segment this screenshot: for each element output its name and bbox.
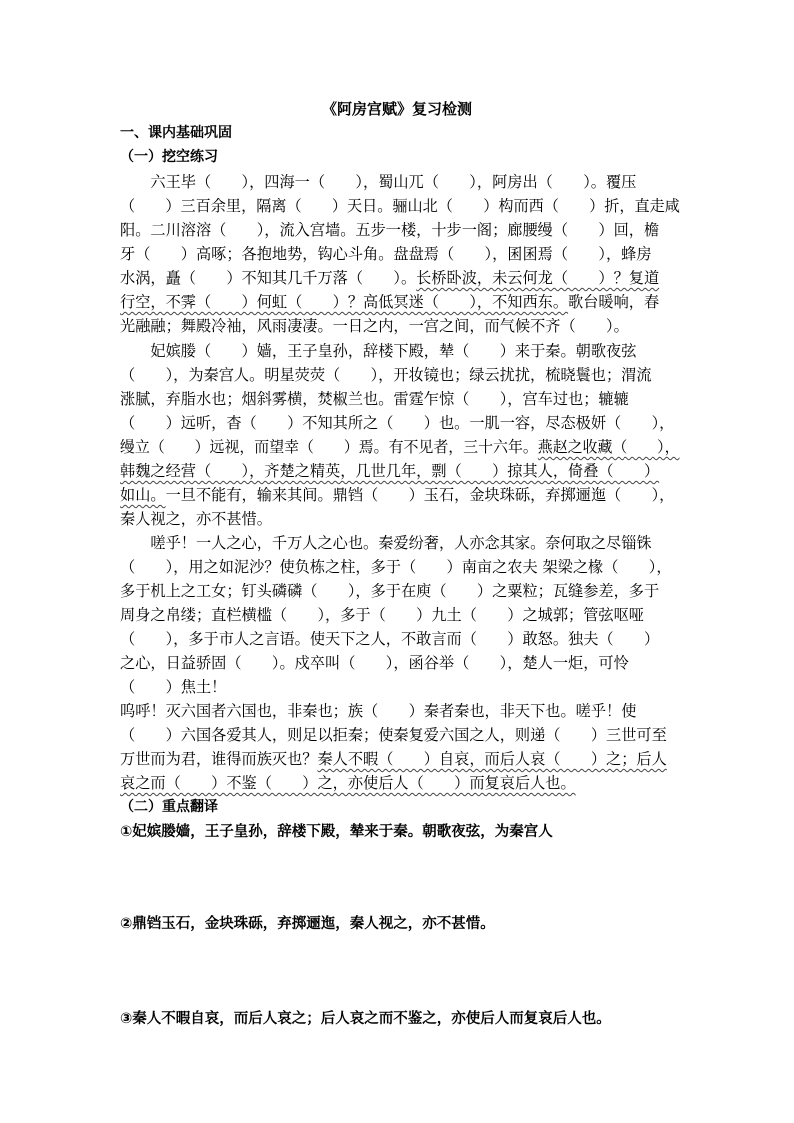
line-text: 牙（ ）高啄；各抱地势，钩心斗角。盘盘焉（ ），囷囷焉（ ），蜂房 xyxy=(120,245,652,263)
line-text: 万世而为君，谁得而族灭也？ xyxy=(120,750,318,768)
exercise-line xyxy=(120,749,680,769)
page-title: 《阿房宫赋》复习检测 xyxy=(321,100,472,118)
line-text: 缦立（ ）远视，而望幸（ ）焉。有不见者，三十六年。 xyxy=(120,438,538,456)
exercise-line xyxy=(120,725,680,745)
exercise-line xyxy=(120,292,680,312)
exercise-line xyxy=(120,701,680,721)
exercise-line xyxy=(120,557,680,577)
line-text: 涨腻，弃脂水也；烟斜雾横，焚椒兰也。雷霆乍惊（ ），宫车过也；辘辘 xyxy=(120,390,629,408)
exercise-line xyxy=(120,653,680,673)
underlined-text: 长桥卧波，未云何龙（ ）？复道 xyxy=(416,269,660,287)
line-text: 六王毕（ ），四海一（ ），蜀山兀（ ），阿房出（ ）。覆压 xyxy=(120,173,637,191)
exercise-line xyxy=(120,268,680,288)
line-text: （ ）远听，杳（ ）不知其所之（ ）也。一肌一容，尽态极妍（ ）， xyxy=(120,414,675,432)
line-text: 秦人视之，亦不甚惜。 xyxy=(120,510,272,528)
line-text: （ ），多于市人之言语。使天下之人，不敢言而（ ）敢怒。独夫（ ） xyxy=(120,630,660,648)
exercise-line xyxy=(120,389,680,409)
line-text: 之心，日益骄固（ ）。戍卒叫（ ），函谷举（ ），楚人一炬，可怜 xyxy=(120,654,629,672)
subsection-heading-fill-blanks: （一）挖空练习 xyxy=(120,149,218,165)
exercise-line xyxy=(120,533,680,553)
line-text: 周身之帛缕；直栏横槛（ ），多于（ ）九土（ ）之城郭；管弦呕哑 xyxy=(120,606,644,624)
underlined-text: 韩魏之经营（ ），齐楚之精英，几世几年，剽（ ）掠其人，倚叠（ ） xyxy=(120,462,660,480)
exercise-line xyxy=(120,341,680,361)
translation-question-1: ①妃嫔媵嫱，王子皇孙，辞楼下殿，辇来于秦。朝歌夜弦，为秦宫人 xyxy=(120,824,553,840)
section-heading-1: 一、课内基础巩固 xyxy=(120,125,232,141)
line-text: 妃嫔媵（ ）嫱，王子皇孙，辞楼下殿，辇（ ）来于秦。朝歌夜弦 xyxy=(120,342,637,360)
line-text: 歌台暖响，春 xyxy=(568,293,660,311)
underlined-text: 如山。 xyxy=(120,486,166,504)
line-text: 光融融；舞殿冷袖，风雨凄凄。一日之内，一宫之间，而气候不齐（ ）。 xyxy=(120,317,629,335)
exercise-line xyxy=(120,220,680,240)
line-text: （ ），用之如泥沙？使负栋之柱，多于（ ）南亩之农夫 架梁之椽（ ）， xyxy=(120,558,672,576)
exercise-line xyxy=(120,413,680,433)
line-text: 阳。二川溶溶（ ），流入宫墙。五步一楼，十步一阁；廊腰缦（ ）回，檐 xyxy=(120,221,660,239)
line-text: （ ），为秦宫人。明星荧荧（ ），开妆镜也；绿云扰扰，梳晓鬟也；渭流 xyxy=(120,366,652,384)
exercise-line xyxy=(120,773,680,793)
exercise-line xyxy=(120,485,680,505)
exercise-line xyxy=(120,677,680,697)
exercise-line xyxy=(120,437,680,457)
exercise-line xyxy=(120,581,680,601)
line-text: 水涡，矗（ ）不知其几千万落（ ）。 xyxy=(120,269,417,287)
line-text: 多于机上之工女；钉头磷磷（ ），多于在庾（ ）之粟粒；瓦缝参差，多于 xyxy=(120,582,660,600)
line-text: （ ）焦土！ xyxy=(120,678,227,696)
translation-question-2: ②鼎铛玉石，金块珠砾，弃掷逦迤，秦人视之，亦不甚惜。 xyxy=(120,916,495,932)
exercise-line xyxy=(120,172,680,192)
exercise-line xyxy=(120,244,680,264)
exercise-line xyxy=(120,461,680,481)
line-text: 嗟乎！一人之心，千万人之心也。秦爱纷奢，人亦念其家。奈何取之尽锱铢 xyxy=(120,534,652,552)
exercise-line xyxy=(120,196,678,216)
exercise-line xyxy=(120,605,680,625)
exercise-line xyxy=(120,509,680,529)
exercise-line xyxy=(120,316,680,336)
underlined-text: 哀之而（ ）不鉴（ ）之，亦使后人（ ）而复哀后人也。 xyxy=(120,774,576,792)
line-text: 一旦不能有，输来其间。鼎铛（ ）玉石，金块珠砾，弃掷逦迤（ ）， xyxy=(165,486,675,504)
underlined-text: 燕赵之收藏（ ）， xyxy=(537,438,680,456)
underlined-text: 行空，不霁（ ）何虹（ ）？高低冥迷（ ），不知西东。 xyxy=(120,293,569,311)
exercise-line xyxy=(120,365,680,385)
line-text: （ ）三百余里，隔离（ ）天日。骊山北（ ）构而西（ ）折，直走咸 xyxy=(120,197,680,215)
underlined-text: 秦人不暇（ ）自哀，而后人哀（ ）之；后人 xyxy=(317,750,667,768)
translation-question-3: ③秦人不暇自哀，而后人哀之；后人哀之而不鉴之，亦使后人而复哀后人也。 xyxy=(120,1011,611,1027)
line-text: （ ）六国各爱其人，则足以拒秦；使秦复爱六国之人，则递（ ）三世可至 xyxy=(120,726,667,744)
line-text: 呜呼！灭六国者六国也，非秦也；族（ ）秦者秦也，非天下也。嗟乎！使 xyxy=(120,702,637,720)
exercise-line xyxy=(120,629,680,649)
subsection-heading-translation: （二）重点翻译 xyxy=(120,799,218,815)
